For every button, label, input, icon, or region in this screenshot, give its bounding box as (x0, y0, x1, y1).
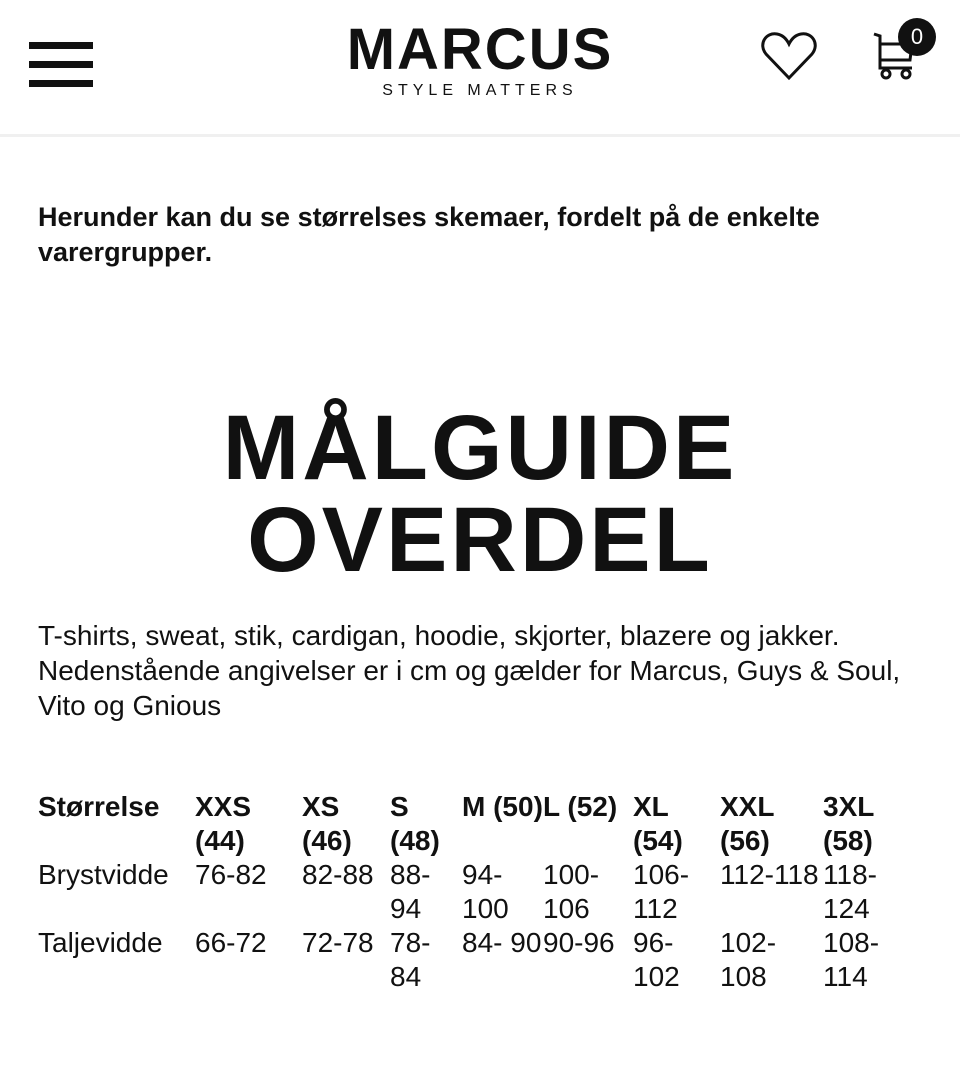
description-line-1: T-shirts, sweat, stik, cardigan, hoodie, skjorter, blazere og jakker. (38, 620, 840, 651)
table-cell: Brystvidde (38, 859, 169, 890)
site-header (0, 0, 960, 137)
logo-brand: MARCUS (346, 17, 614, 82)
title-line-2: OVERDEL (247, 489, 713, 591)
table-cell: 88- 94 (390, 859, 431, 924)
size-table (38, 790, 923, 994)
header-cell: L (52) (543, 791, 618, 822)
table-cell: 106- 112 (633, 859, 690, 924)
table-cell: 72-78 (302, 927, 374, 958)
title-line-1: MÅLGUIDE (222, 397, 738, 499)
table-cell: 108- 114 (823, 927, 880, 992)
table-cell: 112-118 (720, 859, 819, 890)
header-cell: S (48) (390, 791, 440, 856)
table-cell: 90-96 (543, 927, 615, 958)
table-cell: 118-124 (823, 859, 877, 924)
table-cell: 76-82 (195, 859, 267, 890)
header-cell: Størrelse (38, 791, 160, 822)
logo-tagline: STYLE MATTERS (382, 82, 578, 99)
table-cell: 78- 84 (390, 927, 431, 992)
intro-text: Herunder kan du se størrelses skemaer, fordelt på de enkelte varergrupper. (38, 202, 820, 267)
table-cell: 94- 100 (462, 859, 509, 924)
table-cell: Taljevidde (38, 927, 163, 958)
table-cell: 66-72 (195, 927, 267, 958)
description-line-2: Nedenstående angivelser er i cm og gælder for Marcus, Guys & Soul, Vito og Gnious (38, 655, 901, 721)
page-title (0, 397, 960, 591)
description (38, 618, 918, 723)
header-cell: XXS (44) (195, 791, 252, 856)
table-cell: 84- 90 (462, 927, 542, 958)
table-row (38, 926, 923, 994)
header-cell: XS (46) (302, 791, 352, 856)
cart-count-badge: 0 (898, 18, 936, 56)
header-cell: XL (54) (633, 791, 683, 856)
table-row (38, 858, 923, 926)
table-cell: 82-88 (302, 859, 374, 890)
header-cell: 3XL (58) (823, 791, 874, 856)
heart-icon[interactable] (760, 30, 818, 82)
header-cell: XXL (56) (720, 791, 774, 856)
table-cell: 102- 108 (720, 927, 777, 992)
table-header-row (38, 790, 923, 858)
header-cell: M (50) (462, 791, 543, 822)
table-cell: 100- 106 (543, 859, 600, 924)
table-cell: 96- 102 (633, 927, 680, 992)
